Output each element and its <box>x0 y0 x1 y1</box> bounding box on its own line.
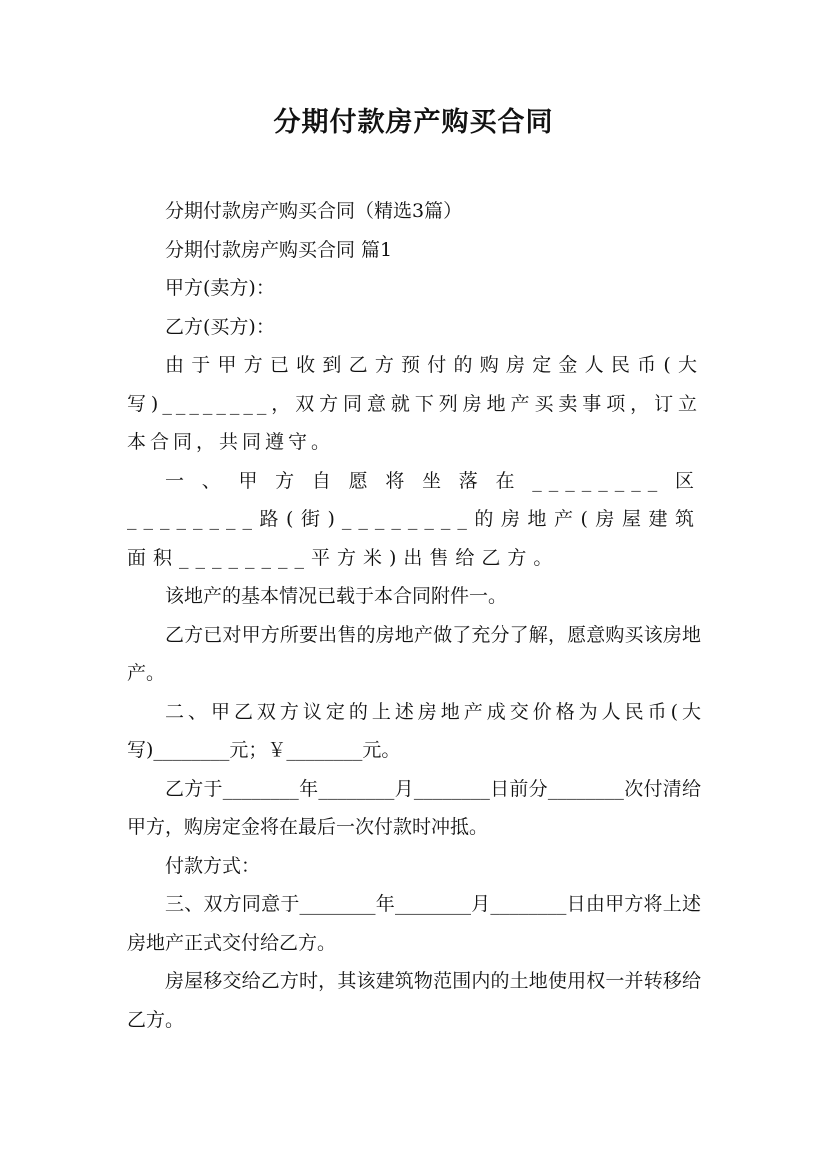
paragraph-clause-2: 二、甲乙双方议定的上述房地产成交价格为人民币(大写)________元；￥________元。 <box>127 700 701 761</box>
paragraph-clause-3: 三、双方同意于________年________月________日由甲方将上述房地产正式交付给乙方。 <box>127 893 701 954</box>
document-body <box>127 192 701 1039</box>
paragraph-payment-method: 付款方式： <box>165 854 261 877</box>
paragraph-attachment: 该地产的基本情况已载于本合同附件一。 <box>165 585 508 607</box>
paragraph-section-heading: 分期付款房产购买合同 篇1 <box>165 238 393 261</box>
paragraph-installments: 乙方于________年________月________日前分________次付清给甲方，购房定金将在最后一次付款时冲抵。 <box>127 777 701 838</box>
paragraph-deposit: 由于甲方已收到乙方预付的购房定金人民币(大写)________，双方同意就下列房地产买卖事项，订立本合同，共同遵守。 <box>127 354 701 453</box>
paragraph-subtitle: 分期付款房产购买合同（精选3篇） <box>165 200 463 222</box>
paragraph-land-use: 房屋移交给乙方时，其该建筑物范围内的土地使用权一并转移给乙方。 <box>127 970 701 1031</box>
paragraph-clause-1: 一、甲方自愿将坐落在________区________路(街)________的房地产(房屋建筑面积________平方米)出售给乙方。 <box>127 469 701 569</box>
paragraph-understanding: 乙方已对甲方所要出售的房地产做了充分了解，愿意购买该房地产。 <box>127 623 701 684</box>
paragraph-party-b: 乙方(买方)： <box>165 315 275 338</box>
document-title: 分期付款房产购买合同 <box>273 107 554 138</box>
paragraph-party-a: 甲方(卖方)： <box>165 277 275 299</box>
